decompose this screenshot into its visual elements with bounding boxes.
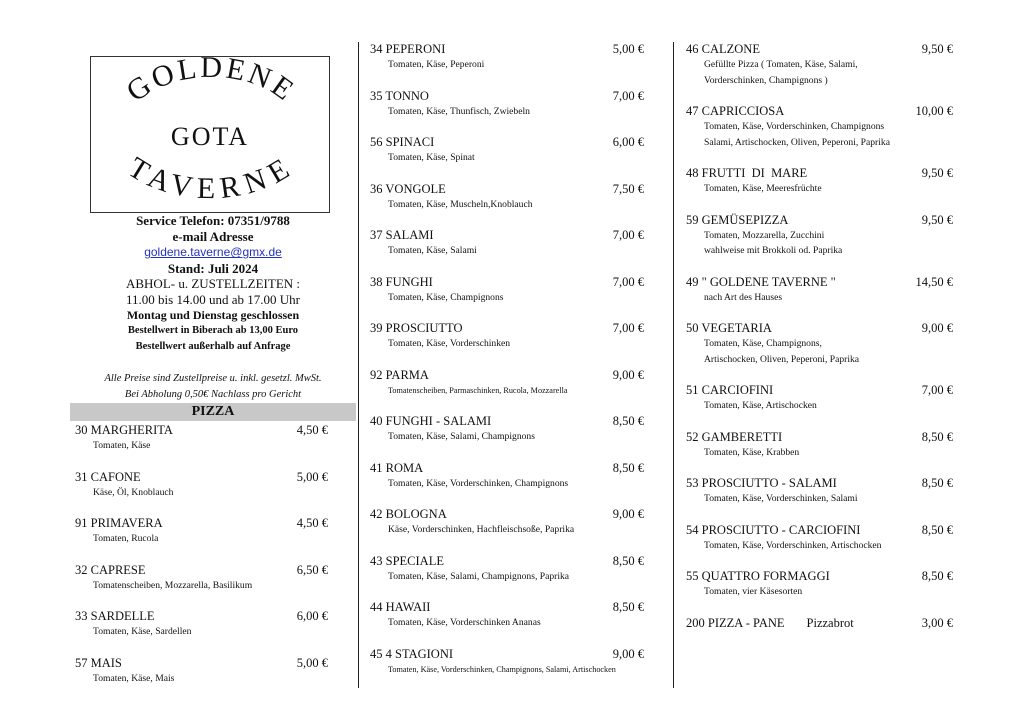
item-number: 91 xyxy=(75,516,88,530)
item-description: Käse, Vorderschinken, Hachfleischsoße, Paprika xyxy=(388,524,575,535)
item-price: 9,50 € xyxy=(921,166,953,180)
item-price: 14,50 € xyxy=(915,274,953,289)
item-description: Tomaten, Käse, Champignons xyxy=(388,291,504,303)
column-divider xyxy=(358,42,359,688)
item-description: Tomaten, Käse, Vorderschinken, Artischocken xyxy=(704,539,882,551)
item-description: nach Art des Hauses xyxy=(704,291,783,303)
menu-item xyxy=(681,103,956,150)
menu-item xyxy=(365,41,647,73)
menu-item xyxy=(70,469,356,501)
item-price: 7,00 € xyxy=(612,88,644,103)
item-description: Käse, Öl, Knoblauch xyxy=(93,486,174,498)
svg-text:TAVERNE: TAVERNE xyxy=(122,150,298,206)
item-title: GEMÜSEPIZZA xyxy=(701,212,789,227)
menu-item xyxy=(681,615,956,631)
item-number: 39 xyxy=(370,321,383,335)
menu-item xyxy=(681,320,956,367)
item-price: 5,00 € xyxy=(612,42,644,56)
item-title: PRIMAVERA xyxy=(90,516,163,530)
item-number: 43 xyxy=(370,553,383,568)
item-title: PIZZA - PANE xyxy=(707,615,785,630)
item-price: 6,00 € xyxy=(612,135,644,149)
item-number: 57 xyxy=(75,655,88,670)
item-description: Tomaten, Käse, Sardellen xyxy=(93,626,192,637)
item-price: 6,00 € xyxy=(296,609,328,623)
item-price: 8,50 € xyxy=(612,553,644,568)
item-description: wahlweise mit Brokkoli od. Paprika xyxy=(704,245,843,256)
item-name xyxy=(681,522,956,538)
menu-item xyxy=(365,506,647,538)
item-number: 200 xyxy=(686,615,705,630)
item-number: 47 xyxy=(686,104,699,118)
menu-item xyxy=(365,88,647,120)
item-number: 45 xyxy=(370,646,383,661)
item-description: Tomaten, Käse, Thunfisch, Zwiebeln xyxy=(388,105,530,117)
item-price: 9,50 € xyxy=(921,42,953,56)
item-description: Tomaten, Käse, Meeresfrüchte xyxy=(704,183,822,194)
right-column xyxy=(681,41,956,646)
item-title: TONNO xyxy=(385,88,429,103)
item-title: 4 STAGIONI xyxy=(385,646,454,661)
item-title: CALZONE xyxy=(701,42,760,56)
item-description: Tomatenscheiben, Parmaschinken, Rucola, Mozzarella xyxy=(388,385,568,395)
item-title: VONGOLE xyxy=(385,181,446,196)
svg-text:GOTA: GOTA xyxy=(170,122,250,151)
item-description: Tomaten, Käse, Vorderschinken Ananas xyxy=(388,617,541,628)
menu-item xyxy=(681,165,956,197)
menu-item xyxy=(681,429,956,461)
item-description: Tomaten, Mozzarella, Zucchini xyxy=(704,229,825,241)
item-number: 59 xyxy=(686,212,699,227)
closed-days: Montag und Dienstag geschlossen xyxy=(126,307,300,322)
item-title: " GOLDENE TAVERNE " xyxy=(701,274,836,289)
item-price: 9,00 € xyxy=(612,507,644,521)
item-name xyxy=(365,134,647,150)
item-price: 9,00 € xyxy=(612,367,644,382)
menu-item xyxy=(681,522,956,554)
menu-item xyxy=(365,460,647,492)
item-price: 5,00 € xyxy=(296,655,328,670)
item-name xyxy=(681,615,956,631)
item-name xyxy=(681,165,956,181)
item-price: 7,00 € xyxy=(612,228,644,242)
item-number: 53 xyxy=(686,476,699,490)
pickup-note: Bei Abholung 0,50€ Nachlass pro Gericht xyxy=(124,388,302,400)
item-number: 49 xyxy=(686,274,699,289)
min-order: Bestellwert in Biberach ab 13,00 Euro xyxy=(127,325,299,337)
item-description: Tomaten, Käse xyxy=(93,440,151,451)
item-name xyxy=(681,568,956,584)
menu-item xyxy=(365,274,647,306)
item-title: PROSCIUTTO xyxy=(385,321,463,335)
item-price: 6,50 € xyxy=(296,562,328,577)
item-price: 9,00 € xyxy=(921,321,953,335)
item-number: 44 xyxy=(370,600,383,614)
item-title: CAPRICCIOSA xyxy=(701,104,785,118)
phone: Service Telefon: 07351/9788 xyxy=(136,213,290,228)
item-price: 8,50 € xyxy=(921,569,953,583)
item-price: 8,50 € xyxy=(921,429,953,444)
item-price: 7,50 € xyxy=(612,181,644,196)
email-label: e-mail Adresse xyxy=(172,228,254,244)
item-title: QUATTRO FORMAGGI xyxy=(701,569,830,583)
item-description: Tomaten, Käse, Spinat xyxy=(388,152,475,163)
item-price: 8,50 € xyxy=(612,414,644,428)
item-title: SARDELLE xyxy=(90,609,155,623)
item-description: Tomaten, Käse, Vorderschinken xyxy=(388,338,511,349)
menu-item xyxy=(365,227,647,259)
item-description: Tomaten, Käse, Vorderschinken, Champignons, Salami, Artischocken xyxy=(388,664,616,674)
item-title: SPECIALE xyxy=(385,553,444,568)
menu-item xyxy=(681,475,956,507)
item-price: 7,00 € xyxy=(612,321,644,335)
item-description: Artischocken, Oliven, Peperoni, Paprika xyxy=(704,353,860,365)
item-description: Tomaten, Käse, Muscheln,Knoblauch xyxy=(388,198,533,210)
menu-item xyxy=(681,212,956,259)
item-name xyxy=(365,367,647,383)
item-number: 46 xyxy=(686,42,699,56)
item-name xyxy=(365,553,647,569)
item-number: 31 xyxy=(75,469,88,484)
item-number: 30 xyxy=(75,423,88,437)
item-number: 32 xyxy=(75,562,88,577)
email-link[interactable]: goldene.taverne@gmx.de xyxy=(144,245,282,260)
item-price: 3,00 € xyxy=(921,615,953,630)
item-description: Tomaten, Käse, Vorderschinken, Champignons xyxy=(704,121,885,132)
item-title: SPINACI xyxy=(385,135,435,149)
item-description: Vorderschinken, Champignons ) xyxy=(704,74,828,86)
item-name xyxy=(681,320,956,336)
item-number: 51 xyxy=(686,383,699,397)
menu-item xyxy=(681,382,956,414)
item-name xyxy=(365,88,647,104)
menu-item xyxy=(70,515,356,547)
item-title: SALAMI xyxy=(385,228,434,242)
item-price: 7,00 € xyxy=(921,383,953,397)
item-description: Tomaten, Käse, Vorderschinken, Champignons xyxy=(388,477,569,489)
item-title: MAIS xyxy=(90,655,122,670)
item-title: ROMA xyxy=(385,460,424,475)
item-price: 4,50 € xyxy=(296,423,328,437)
menu-item xyxy=(365,646,647,678)
item-number: 52 xyxy=(686,429,699,444)
item-title: CAPRESE xyxy=(90,562,146,577)
item-number: 50 xyxy=(686,321,699,335)
svg-text:GOLDENE: GOLDENE xyxy=(120,57,302,109)
item-price: 8,50 € xyxy=(612,460,644,475)
item-title: BOLOGNA xyxy=(385,507,447,521)
item-name xyxy=(365,506,647,522)
item-name xyxy=(365,227,647,243)
outside-order: Bestellwert außerhalb auf Anfrage xyxy=(135,341,291,353)
menu-item xyxy=(365,413,647,445)
left-item-list xyxy=(70,422,356,701)
menu-item xyxy=(365,134,647,166)
item-title: PEPERONI xyxy=(385,42,446,56)
menu-item xyxy=(70,422,356,454)
item-name xyxy=(365,320,647,336)
item-price: 5,00 € xyxy=(296,469,328,484)
item-title: HAWAII xyxy=(385,600,431,614)
item-name xyxy=(681,475,956,491)
menu-item xyxy=(681,274,956,306)
item-number: 40 xyxy=(370,414,383,428)
item-number: 54 xyxy=(686,522,699,537)
item-title: FRUTTI DI MARE xyxy=(701,166,808,180)
item-title: FUNGHI - SALAMI xyxy=(385,414,492,428)
item-number: 92 xyxy=(370,367,383,382)
item-description: Tomaten, Käse, Salami, Champignons xyxy=(388,431,535,442)
item-description: Tomaten, Käse, Salami xyxy=(388,245,477,256)
item-description: Tomaten, Käse, Krabben xyxy=(704,446,800,458)
item-description: Tomaten, Käse, Salami, Champignons, Paprika xyxy=(388,570,570,582)
item-description: Tomaten, Käse, Vorderschinken, Salami xyxy=(704,493,858,504)
item-price: 8,50 € xyxy=(921,476,953,490)
middle-column xyxy=(365,41,647,692)
item-name xyxy=(365,646,647,662)
item-description: Tomaten, Käse, Peperoni xyxy=(388,59,485,70)
stand-date: Stand: Juli 2024 xyxy=(167,260,259,276)
item-title: CAFONE xyxy=(90,469,141,484)
item-description: Tomaten, vier Käsesorten xyxy=(704,586,803,597)
item-number: 35 xyxy=(370,88,383,103)
item-number: 36 xyxy=(370,181,383,196)
item-name xyxy=(365,599,647,615)
restaurant-logo xyxy=(90,56,330,213)
item-name xyxy=(681,212,956,228)
item-price: 8,50 € xyxy=(921,522,953,537)
item-name xyxy=(681,429,956,445)
column-divider xyxy=(673,42,674,688)
item-number: 33 xyxy=(75,609,88,623)
item-price: 9,00 € xyxy=(612,646,644,661)
section-header-pizza: PIZZA xyxy=(70,403,356,421)
menu-item xyxy=(681,568,956,600)
item-description: Tomaten, Käse, Mais xyxy=(93,672,175,684)
menu-item xyxy=(681,41,956,88)
item-name xyxy=(365,413,647,429)
menu-item xyxy=(70,608,356,640)
item-title: PROSCIUTTO - SALAMI xyxy=(701,476,837,490)
restaurant-info xyxy=(70,213,356,402)
item-description: Tomaten, Rucola xyxy=(93,533,159,544)
menu-item xyxy=(365,320,647,352)
menu-item xyxy=(365,553,647,585)
item-title: CARCIOFINI xyxy=(701,383,774,397)
item-name xyxy=(681,382,956,398)
menu-item xyxy=(365,599,647,631)
item-description: Tomaten, Käse, Artischocken xyxy=(704,400,817,411)
item-number: 37 xyxy=(370,228,383,242)
item-name xyxy=(365,181,647,197)
item-description: Salami, Artischocken, Oliven, Peperoni, Paprika xyxy=(704,136,890,148)
item-price: 7,00 € xyxy=(612,274,644,289)
item-description: Tomaten, Käse, Champignons, xyxy=(704,338,822,349)
menu-item xyxy=(365,181,647,213)
price-note: Alle Preise sind Zustellpreise u. inkl. gesetzl. MwSt. xyxy=(104,373,322,385)
item-description: Gefüllte Pizza ( Tomaten, Käse, Salami, xyxy=(704,59,858,70)
menu-item xyxy=(365,367,647,399)
item-number: 41 xyxy=(370,460,383,475)
item-description: Tomatenscheiben, Mozzarella, Basilikum xyxy=(93,579,253,591)
item-number: 55 xyxy=(686,569,699,583)
item-number: 34 xyxy=(370,42,383,56)
item-title: VEGETARIA xyxy=(701,321,772,335)
item-title: PROSCIUTTO - CARCIOFINI xyxy=(701,522,861,537)
menu-item xyxy=(70,562,356,594)
item-price: 10,00 € xyxy=(915,104,953,118)
item-title: PARMA xyxy=(385,367,429,382)
menu-item xyxy=(70,655,356,687)
item-title: GAMBERETTI xyxy=(701,429,783,444)
item-number: 56 xyxy=(370,135,383,149)
item-name xyxy=(365,41,647,57)
item-name xyxy=(365,460,647,476)
item-extra: Pizzabrot xyxy=(806,615,854,630)
item-name xyxy=(681,41,956,57)
item-price: 4,50 € xyxy=(296,516,328,530)
item-title: MARGHERITA xyxy=(90,423,173,437)
hours-title: ABHOL- u. ZUSTELLZEITEN : xyxy=(125,276,301,292)
item-number: 38 xyxy=(370,274,383,289)
hours: 11.00 bis 14.00 und ab 17.00 Uhr xyxy=(126,291,300,307)
item-price: 8,50 € xyxy=(612,600,644,614)
item-number: 42 xyxy=(370,507,383,521)
item-title: FUNGHI xyxy=(385,274,433,289)
item-price: 9,50 € xyxy=(921,212,953,227)
item-number: 48 xyxy=(686,166,699,180)
item-name xyxy=(365,274,647,290)
